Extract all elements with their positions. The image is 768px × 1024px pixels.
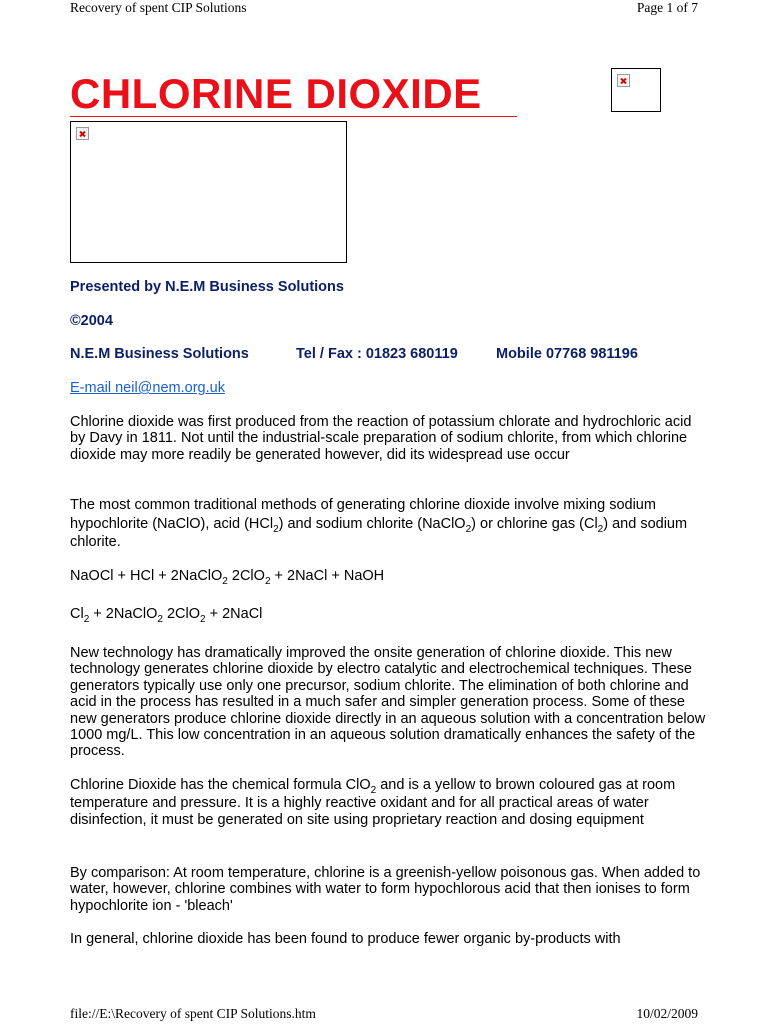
paragraph-comparison: By comparison: At room temperature, chlorine is a greenish-yellow poisonous gas. When added to water, however, chlorine combines with water to form hypochlorous acid that then ionises to form hypochlorite ion - 'bleach': [70, 865, 701, 914]
contact-mobile: Mobile 07768 981196: [496, 346, 638, 362]
presented-by: Presented by N.E.M Business Solutions: [70, 279, 344, 295]
large-image-placeholder: [70, 121, 347, 263]
paragraph-history: Chlorine dioxide was first produced from the reaction of potassium chlorate and hydrochloric acid by Davy in 1811. Not until the industrial-scale preparation of sodium chlorite, from which chlorine dioxide may more readily be generated however, did its widespread use occur: [70, 414, 692, 463]
paragraph-new-technology: New technology has dramatically improved the onsite generation of chlorine dioxide. This new technology generates chlorine dioxide by electro catalytic and electrochemical techniques. These generators typically use only one precursor, sodium chlorite. The elimination of both chlorine and acid in the process has resulted in a much safer and simpler generation process. Some of these new generators produce chlorine dioxide directly in an aqueous solution with a concentration below 1000 mg/L. This low concentration in an aqueous solution dramatically enhances the safety of the process.: [70, 645, 706, 760]
paragraph-chemical-formula: Chlorine Dioxide has the chemical formula ClO$_2$ and is a yellow to brown coloured gas at room temperature and pressure. It is a highly reactive oxidant and for all practical areas of water disinfection, it must be generated on site using proprietary reaction and dosing equipment: [70, 777, 676, 829]
equation-hypochlorite: NaOCl + HCl + 2NaClO$_2$ 2ClO$_2$ + 2NaCl + NaOH: [70, 568, 385, 587]
contact-tel-fax: Tel / Fax : 01823 680119: [296, 346, 458, 362]
equation-chlorine-gas: $Cl_2$ + 2NaClO$_2$ 2ClO$_2$ + 2NaCl: [70, 606, 263, 625]
email-link[interactable]: E-mail neil@nem.org.uk: [70, 380, 225, 396]
page-header-number: Page 1 of 7: [636, 0, 698, 15]
paragraph-byproducts: In general, chlorine dioxide has been found to produce fewer organic by-products with: [70, 931, 621, 947]
paragraph-traditional-methods: The most common traditional methods of generating chlorine dioxide involve mixing sodium hypochlorite (NaClO), acid (HCl$_2$) and sodium chlorite (NaClO$_2$) or chlorine gas $(Cl_2)$ and sodium chlorite.: [70, 497, 688, 550]
page-footer-date: 10/02/2009: [636, 1006, 698, 1021]
small-image-placeholder: [611, 68, 661, 112]
page-header-title: Recovery of spent CIP Solutions: [70, 0, 247, 15]
copyright: ©2004: [70, 313, 113, 329]
title-underline: [70, 116, 517, 117]
page-footer-path: file://E:\Recovery of spent CIP Solutions.htm: [70, 1006, 316, 1021]
document-title: CHLORINE DIOXIDE: [70, 70, 482, 117]
broken-image-icon: [617, 74, 630, 87]
broken-image-icon: [76, 127, 89, 140]
contact-company: N.E.M Business Solutions: [70, 346, 249, 362]
